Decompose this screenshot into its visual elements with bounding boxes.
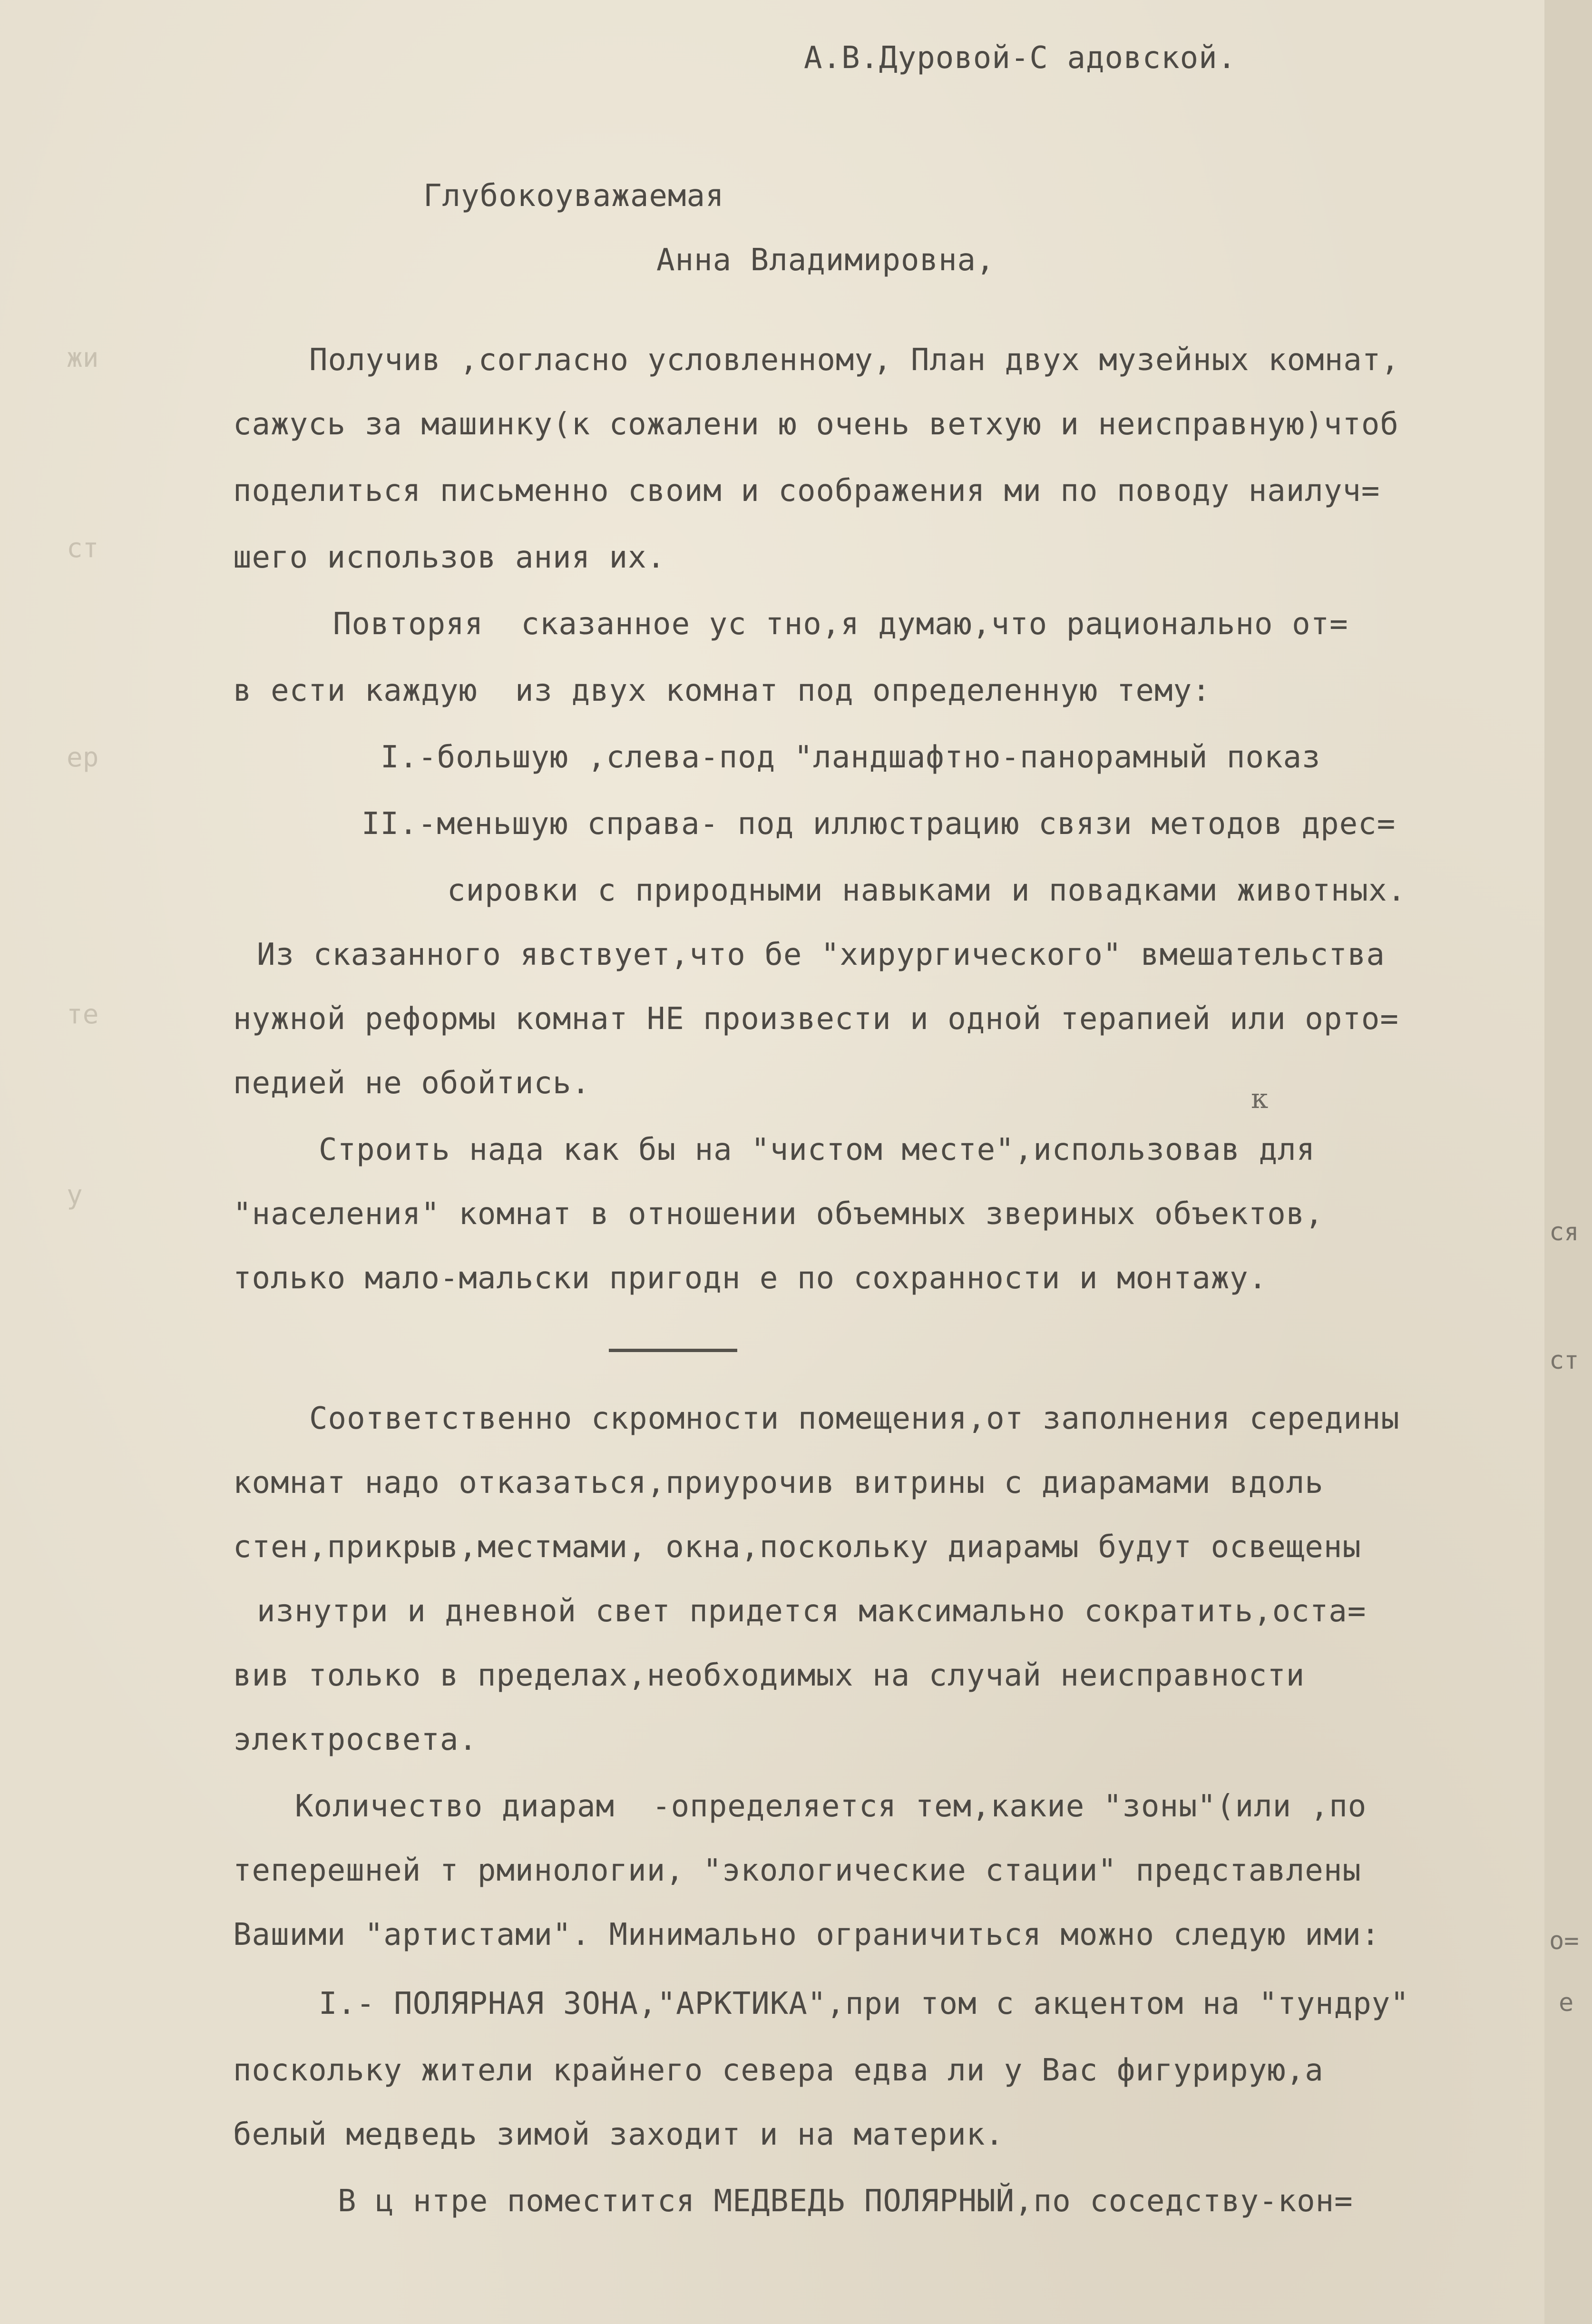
- text-line: I.-большую ,слева-под "ландшафтно-панорамный показ: [381, 740, 1321, 775]
- margin-fragment: ст: [1549, 1346, 1579, 1375]
- margin-fragment: е: [1559, 1989, 1574, 2017]
- text-line: стен,прикрыв,местмами, окна,поскольку диарамы будут освещены: [233, 1530, 1361, 1565]
- text-line: В ц нтре поместится МЕДВЕДЬ ПОЛЯРНЫЙ,по соседству-кон=: [338, 2184, 1353, 2219]
- margin-fragment: ся: [1549, 1218, 1579, 1246]
- text-line: белый медведь зимой заходит и на материк.: [233, 2117, 1004, 2152]
- text-line: Повторяя сказанное ус тно,я думаю,что рационально от=: [333, 607, 1348, 642]
- bleed-through: те: [67, 999, 99, 1030]
- margin-fragment: о=: [1549, 1927, 1579, 1955]
- text-line: "населения" комнат в отношении объемных звериных объектов,: [233, 1196, 1324, 1232]
- pencil-mark: к: [1251, 1082, 1269, 1115]
- section-divider: [609, 1349, 737, 1352]
- bleed-through: ст: [67, 533, 99, 564]
- underlying-sheet: [1544, 0, 1592, 2324]
- text-line: Вашими "артистами". Минимально ограничиться можно следую ими:: [233, 1917, 1380, 1952]
- text-line: нужной реформы комнат НЕ произвести и одной терапией или орто=: [233, 1001, 1399, 1037]
- text-line: электросвета.: [233, 1722, 478, 1757]
- text-line: сировки с природными навыками и повадками животных.: [447, 873, 1406, 908]
- text-line: только мало-мальски пригодн е по сохранности и монтажу.: [233, 1261, 1268, 1296]
- text-line: изнутри и дневной свет придется максимально сократить,оста=: [257, 1594, 1367, 1629]
- text-line: поделиться письменно своим и соображения ми по поводу наилуч=: [233, 473, 1380, 509]
- salutation-line: Глубокоуважаемая: [423, 178, 724, 214]
- text-line: Строить нада как бы на "чистом месте",использовав для: [319, 1132, 1316, 1167]
- salutation-line: Анна Владимировна,: [656, 243, 995, 278]
- bleed-through: ер: [67, 742, 99, 773]
- text-line: шего использов ания их.: [233, 540, 666, 575]
- text-line: I.- ПОЛЯРНАЯ ЗОНА,"АРКТИКА",при том с акцентом на "тундру": [319, 1986, 1409, 2021]
- text-line: теперешней т рминологии, "экологические стации" представлены: [233, 1853, 1361, 1888]
- text-line: II.-меньшую справа- под иллюстрацию связи методов дрес=: [361, 806, 1396, 842]
- bleed-through: жи: [67, 343, 99, 373]
- text-line: сажусь за машинку(к сожалени ю очень ветхую и неисправную)чтоб: [233, 407, 1399, 442]
- text-line: Количество диарам -определяется тем,какие "зоны"(или ,по: [295, 1789, 1367, 1824]
- bleed-through: у: [67, 1180, 83, 1211]
- text-line: Соответственно скромности помещения,от заполнения середины: [309, 1401, 1400, 1436]
- text-line: Получив ,согласно условленному, План двух музейных комнат,: [309, 343, 1400, 378]
- text-line: педией не обойтись.: [233, 1066, 591, 1101]
- addressee-line: А.В.Дуровой-С адовской.: [804, 40, 1237, 76]
- text-line: поскольку жители крайнего севера едва ли у Вас фигурирую,а: [233, 2053, 1324, 2088]
- text-line: Из сказанного явствует,что бе "хирургического" вмешательства: [257, 937, 1385, 972]
- text-line: вив только в пределах,необходимых на случай неисправности: [233, 1658, 1305, 1693]
- text-line: в ести каждую из двух комнат под определенную тему:: [233, 673, 1211, 708]
- text-line: комнат надо отказаться,приурочив витрины с диарамами вдоль: [233, 1465, 1324, 1500]
